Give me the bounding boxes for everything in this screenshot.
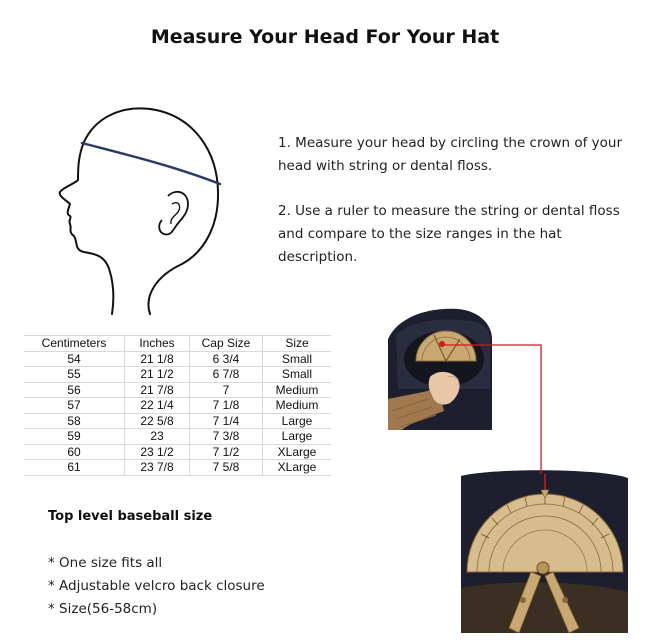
- cell-inches: 23: [125, 429, 190, 445]
- cell-cm: 57: [24, 398, 125, 414]
- cell-cap-size: 7 1/2: [190, 444, 263, 460]
- cell-cm: 55: [24, 367, 125, 383]
- cell-inches: 21 1/8: [125, 351, 190, 367]
- cell-cap-size: 7 1/4: [190, 413, 263, 429]
- header-centimeters: Centimeters: [24, 336, 125, 352]
- list-item: * Size(56-58cm): [48, 601, 158, 617]
- cell-size: Large: [263, 429, 332, 445]
- table-row: [24, 351, 331, 367]
- table-row: [24, 382, 331, 398]
- cell-cm: 59: [24, 429, 125, 445]
- cell-size: Small: [263, 367, 332, 383]
- table-row: [24, 398, 331, 414]
- cell-size: Medium: [263, 382, 332, 398]
- cell-size: XLarge: [263, 444, 332, 460]
- table-row: [24, 444, 331, 460]
- cell-size: Small: [263, 351, 332, 367]
- hat-sizer-closeup-photo: [461, 468, 628, 633]
- cell-inches: 23 1/2: [125, 444, 190, 460]
- table-row: [24, 413, 331, 429]
- cell-cap-size: 7 3/8: [190, 429, 263, 445]
- header-size: Size: [263, 336, 332, 352]
- cell-cm: 58: [24, 413, 125, 429]
- cell-inches: 22 1/4: [125, 398, 190, 414]
- features-list: [48, 552, 265, 621]
- step-2: 2. Use a ruler to measure the string or dental floss and compare to the size ranges in the hat description.: [278, 203, 620, 265]
- cell-inches: 21 7/8: [125, 382, 190, 398]
- cell-cap-size: 6 7/8: [190, 367, 263, 383]
- cell-cm: 61: [24, 460, 125, 476]
- cell-cm: 56: [24, 382, 125, 398]
- cell-cap-size: 7: [190, 382, 263, 398]
- cell-size: Large: [263, 413, 332, 429]
- cell-cap-size: 6 3/4: [190, 351, 263, 367]
- cell-size: XLarge: [263, 460, 332, 476]
- cell-inches: 21 1/2: [125, 367, 190, 383]
- cell-cm: 60: [24, 444, 125, 460]
- header-cap-size: Cap Size: [190, 336, 263, 352]
- instructions: [278, 132, 628, 291]
- size-chart-table: [24, 335, 331, 476]
- list-item: * One size fits all: [48, 555, 163, 571]
- cell-cap-size: 7 1/8: [190, 398, 263, 414]
- features-heading: Top level baseball size: [48, 509, 213, 524]
- table-header-row: [24, 336, 331, 352]
- cell-inches: 23 7/8: [125, 460, 190, 476]
- cell-inches: 22 5/8: [125, 413, 190, 429]
- cell-size: Medium: [263, 398, 332, 414]
- cell-cm: 54: [24, 351, 125, 367]
- step-1: 1. Measure your head by circling the crown of your head with string or dental floss.: [278, 135, 623, 174]
- table-row: [24, 460, 331, 476]
- head-profile-illustration: [44, 96, 234, 318]
- table-row: [24, 429, 331, 445]
- header-inches: Inches: [125, 336, 190, 352]
- page-title: Measure Your Head For Your Hat: [150, 26, 500, 48]
- list-item: * Adjustable velcro back closure: [48, 578, 265, 594]
- hat-sizer-photo: [388, 299, 492, 430]
- table-row: [24, 367, 331, 383]
- cell-cap-size: 7 5/8: [190, 460, 263, 476]
